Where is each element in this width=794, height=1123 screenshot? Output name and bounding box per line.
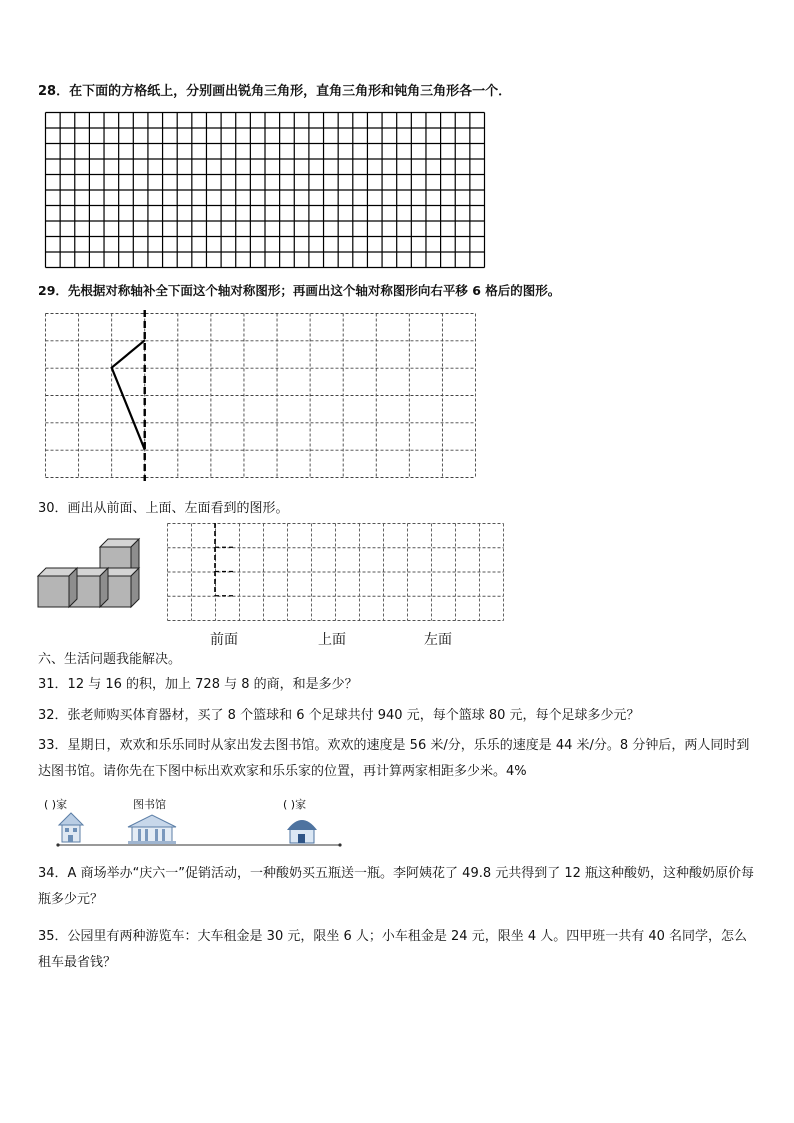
house-right-icon (287, 820, 317, 843)
cube-stack-figure (36, 532, 140, 610)
question-35: 35．公园里有两种游览车：大车租金是 30 元，限坐 6 人；小车租金是 24 元，限坐 4 人。四甲班一共有 40 名同学，怎么租车最省钱？ (38, 929, 748, 970)
grid-paper-q29[interactable] (45, 313, 477, 479)
question-32: 32．张老师购买体育器材，买了 8 个篮球和 6 个足球共付 940 元，每个篮球 80 元，每个足球多少元？ (38, 708, 640, 723)
route-map (54, 808, 344, 856)
house-left-icon (59, 813, 83, 842)
home-right-label: ( )家 (283, 798, 307, 811)
library-label: 图书馆 (133, 798, 166, 811)
view-label-top: 上面 (318, 632, 346, 648)
home-left-label: ( )家 (44, 798, 68, 811)
question-28: 28．在下面的方格纸上，分别画出锐角三角形，直角三角形和钝角三角形各一个． (38, 84, 512, 99)
question-31: 31．12 与 16 的积，加上 728 与 8 的商，和是多少？ (38, 677, 358, 692)
section-heading-6: 六、生活问题我能解决。 (38, 652, 182, 667)
grid-paper-q30[interactable] (167, 523, 505, 622)
view-label-left: 左面 (424, 632, 452, 648)
question-30: 30．画出从前面、上面、左面看到的图形。 (38, 501, 289, 516)
library-icon (128, 815, 176, 844)
question-33: 33．星期日，欢欢和乐乐同时从家出发去图书馆。欢欢的速度是 56 米/分，乐乐的速度是 44 米/分。8 分钟后，两人同时到达图书馆。请你先在下图中标出欢欢家和乐乐家的位置，再计算两家相距多少米。4% (38, 738, 750, 779)
view-label-front: 前面 (210, 632, 238, 648)
question-34: 34．A 商场举办“庆六一”促销活动，一种酸奶买五瓶送一瓶。李阿姨花了 49.8 元共得到了 12 瓶这种酸奶，这种酸奶原价每瓶多少元？ (38, 866, 755, 907)
grid-paper-q28[interactable] (45, 112, 485, 268)
question-29: 29．先根据对称轴补全下面这个轴对称图形；再画出这个轴对称图形向右平移 6 格后的图形。 (38, 283, 561, 298)
